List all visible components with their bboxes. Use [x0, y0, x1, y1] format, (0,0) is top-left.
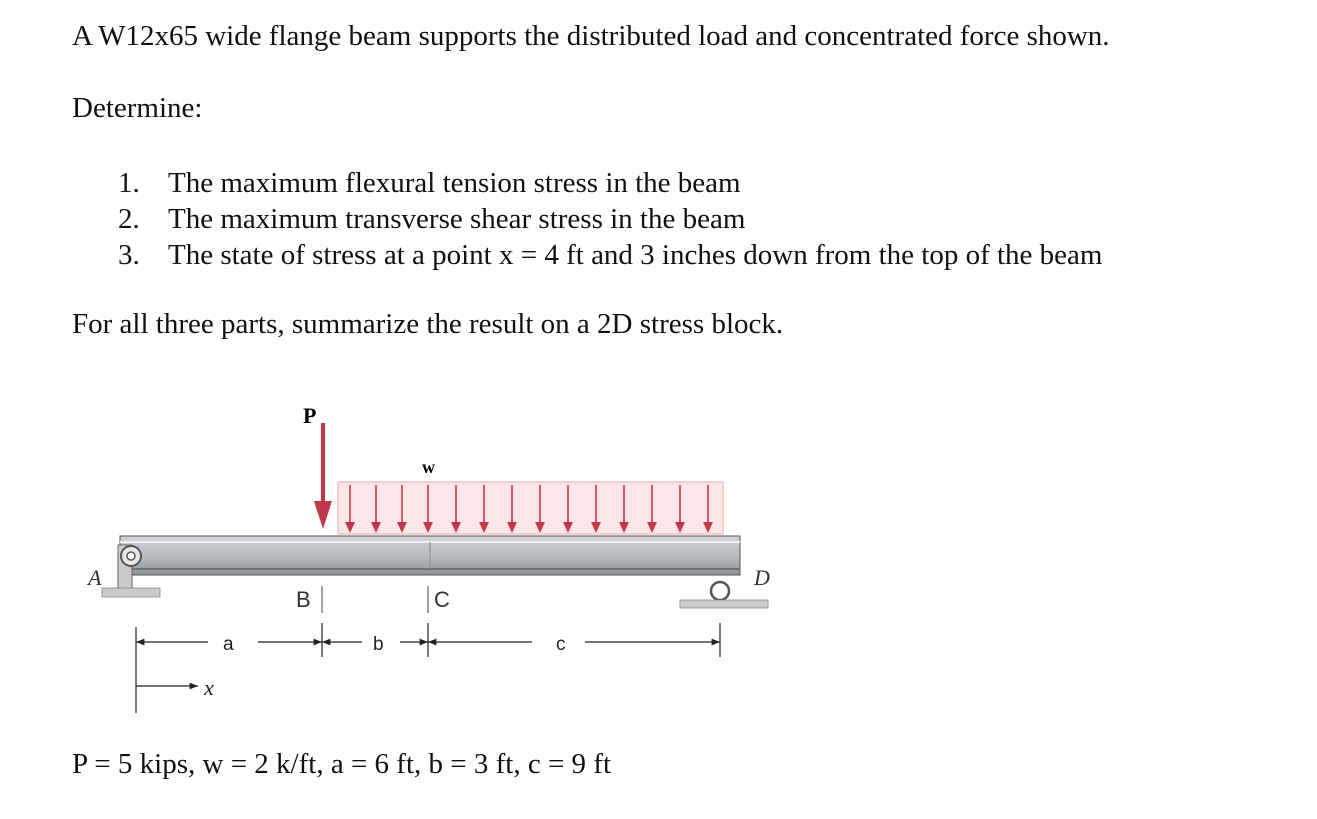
task-number: 2. — [118, 203, 140, 235]
task-number: 3. — [118, 239, 140, 271]
beam-diagram — [80, 395, 780, 720]
problem-intro: A W12x65 wide flange beam supports the distributed load and concentrated force shown. — [72, 20, 1110, 52]
roller-wheel — [711, 582, 729, 600]
task-item — [118, 237, 1102, 273]
task-list — [118, 165, 1102, 273]
label-C: C — [434, 587, 450, 612]
task-item — [118, 165, 1102, 201]
beam — [120, 536, 740, 575]
task-text: The maximum transverse shear stress in the beam — [168, 203, 746, 235]
label-x: x — [204, 675, 214, 700]
label-a: a — [223, 634, 234, 655]
task-number: 1. — [118, 167, 140, 199]
label-D: D — [754, 565, 770, 590]
task-item — [118, 201, 1102, 237]
roller-support-base — [680, 600, 768, 608]
point-load-arrowhead — [314, 501, 332, 529]
task-text: The state of stress at a point x = 4 ft and 3 inches down from the top of the beam — [168, 239, 1103, 271]
label-c: c — [556, 634, 566, 655]
pin-support-base — [102, 588, 160, 597]
given-values: P = 5 kips, w = 2 k/ft, a = 6 ft, b = 3 ft, c = 9 ft — [72, 748, 612, 780]
label-b: b — [373, 634, 384, 655]
label-A: A — [88, 565, 102, 590]
summary-instruction: For all three parts, summarize the result on a 2D stress block. — [72, 308, 784, 340]
task-text: The maximum flexural tension stress in the beam — [168, 167, 741, 199]
label-B: B — [296, 587, 311, 612]
distributed-load-area — [338, 482, 723, 534]
point-load-P — [303, 403, 332, 529]
determine-label: Determine: — [72, 92, 203, 124]
distributed-load — [338, 482, 723, 534]
label-w: w — [422, 457, 435, 477]
pin-joint-hole — [127, 552, 135, 560]
label-P: P — [303, 403, 317, 428]
